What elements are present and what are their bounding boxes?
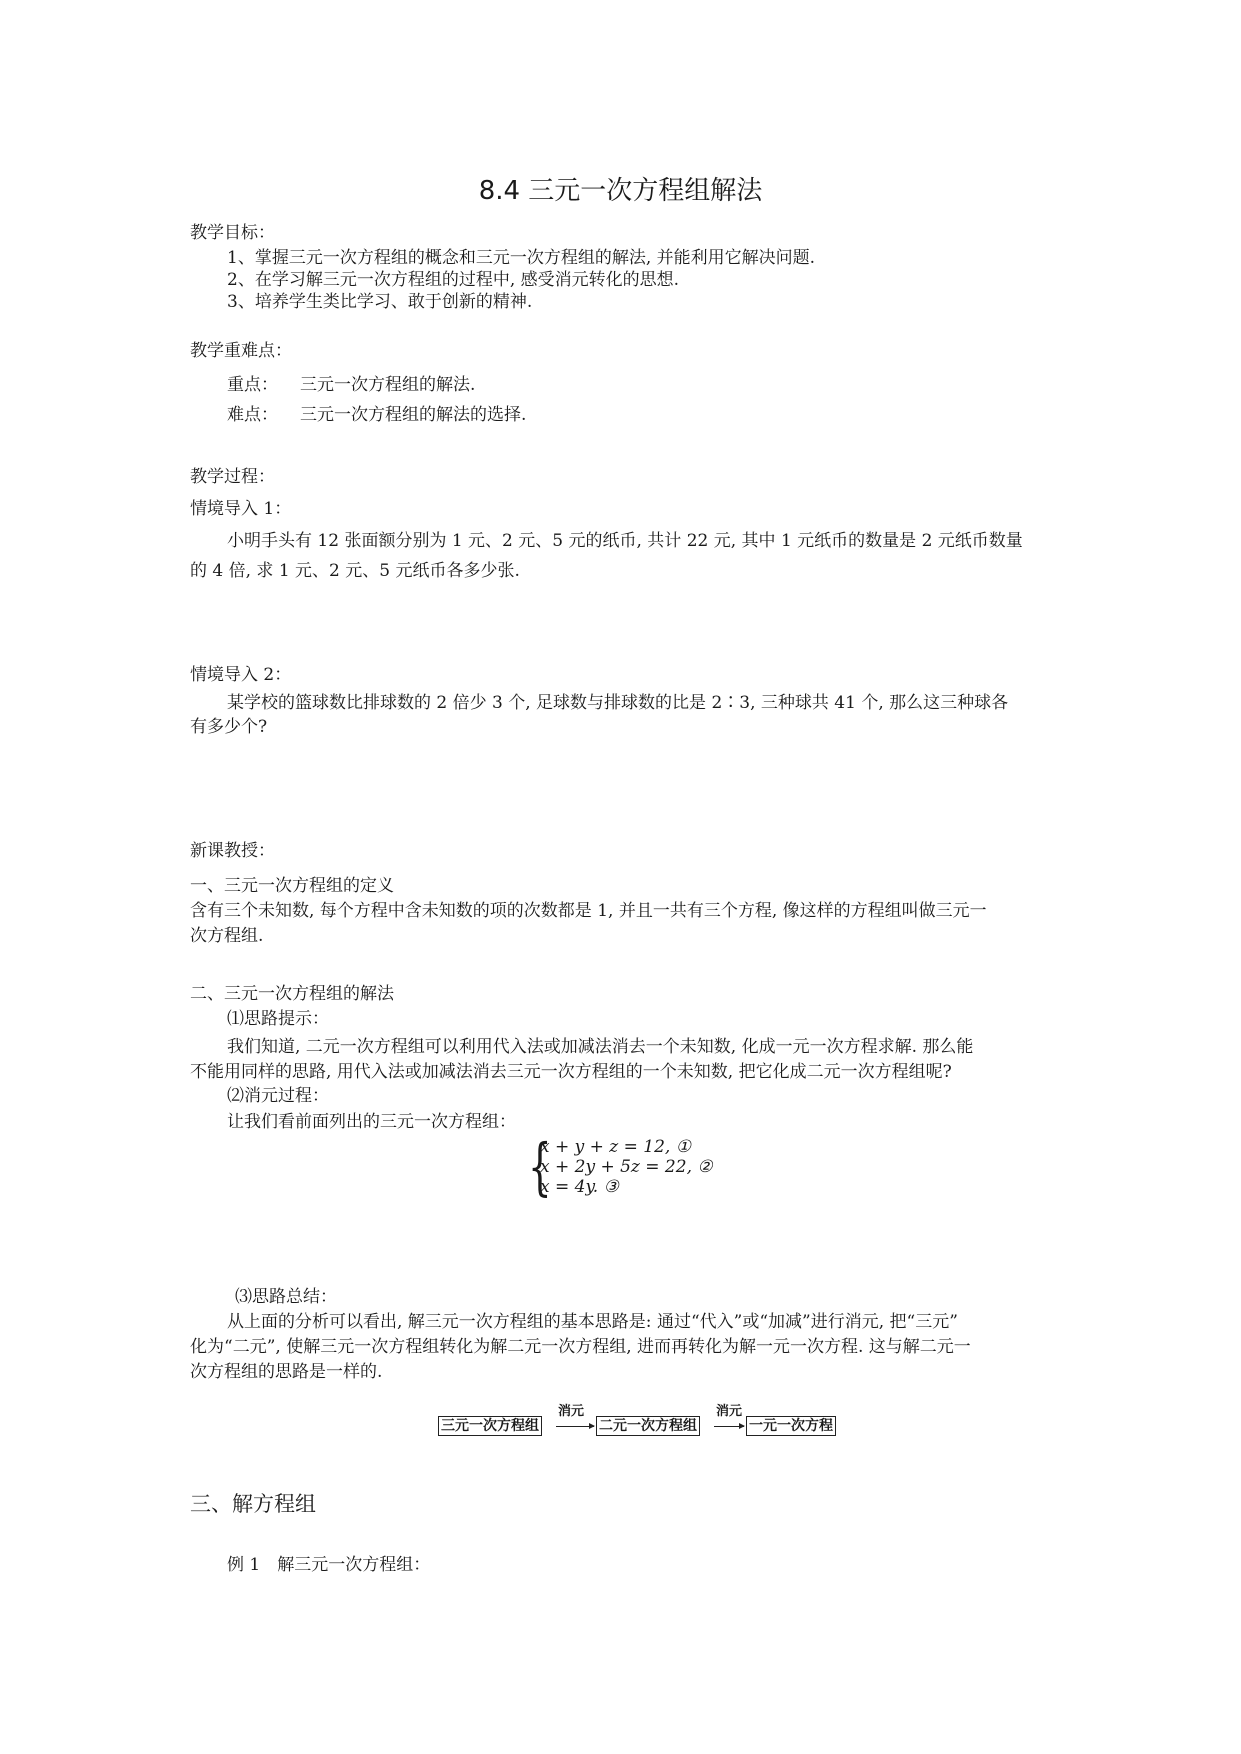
- scenario1-line: 的 4 倍, 求 1 元、2 元、5 元纸币各多少张.: [190, 561, 520, 581]
- scenario2-heading: 情境导入 2：: [190, 665, 292, 685]
- difficulty-label: 难点：: [227, 405, 278, 425]
- new-lesson-heading: 新课教授：: [190, 841, 275, 861]
- objective-item: 3、培养学生类比学习、敢于创新的精神.: [227, 292, 533, 312]
- scenario1-heading: 情境导入 1：: [190, 499, 292, 519]
- key-points-heading: 教学重难点：: [190, 341, 292, 361]
- definition-line: 含有三个未知数, 每个方程中含未知数的项的次数都是 1, 并且一共有三个方程, 像这样的方程组叫做三元一: [190, 901, 987, 921]
- elimination-label: ⑵消元过程：: [227, 1086, 329, 1106]
- summary-line: 次方程组的思路是一样的.: [190, 1362, 383, 1382]
- hint-line: 不能用同样的思路, 用代入法或加减法消去三元一次方程组的一个未知数, 把它化成二元一次方程组呢?: [190, 1062, 952, 1082]
- summary-line: 从上面的分析可以看出, 解三元一次方程组的基本思路是: 通过“代入”或“加减”进行消元, 把“三元”: [227, 1312, 958, 1332]
- objective-item: 2、在学习解三元一次方程组的过程中, 感受消元转化的思想.: [227, 270, 680, 290]
- summary-line: 化为“二元”, 使解三元一次方程组转化为解二元一次方程组, 进而再转化为解一元一次方程. 这与解二元一: [190, 1337, 971, 1357]
- flow-arrow: [714, 1426, 744, 1427]
- hint-line: 我们知道, 二元一次方程组可以利用代入法或加减法消去一个未知数, 化成一元一次方程求解. 那么能: [227, 1037, 974, 1057]
- difficulty-text: 三元一次方程组的解法的选择.: [300, 405, 527, 425]
- flow-arrow-label: 消元: [716, 1404, 743, 1419]
- flow-box-one-variable: 一元一次方程: [746, 1416, 836, 1436]
- hint-label: ⑴思路提示：: [227, 1009, 329, 1029]
- example-1-label: 例 1 解三元一次方程组：: [227, 1555, 431, 1575]
- scenario1-line: 小明手头有 12 张面额分别为 1 元、2 元、5 元的纸币, 共计 22 元, 其中 1 元纸币的数量是 2 元纸币数量: [227, 531, 1023, 551]
- section1-title: 一、三元一次方程组的定义: [190, 876, 394, 896]
- equation-1: x + y + z = 12, ①: [540, 1137, 691, 1157]
- equation-3: x = 4y. ③: [540, 1177, 619, 1197]
- flow-box-three-variable: 三元一次方程组: [438, 1416, 542, 1436]
- section2-title: 二、三元一次方程组的解法: [190, 984, 394, 1004]
- elimination-intro: 让我们看前面列出的三元一次方程组：: [227, 1112, 516, 1132]
- page-title: 8.4 三元一次方程组解法: [478, 176, 763, 206]
- section3-title: 三、解方程组: [190, 1492, 316, 1516]
- scenario2-line: 有多少个?: [190, 717, 268, 737]
- definition-line: 次方程组.: [190, 926, 264, 946]
- objectives-heading: 教学目标：: [190, 223, 275, 243]
- flow-box-two-variable: 二元一次方程组: [596, 1416, 700, 1436]
- scenario2-line: 某学校的篮球数比排球数的 2 倍少 3 个, 足球数与排球数的比是 2∶3, 三种球共 41 个, 那么这三种球各: [227, 693, 1009, 713]
- focus-text: 三元一次方程组的解法.: [300, 375, 476, 395]
- summary-label: ⑶思路总结：: [235, 1287, 337, 1307]
- process-heading: 教学过程：: [190, 467, 275, 487]
- objective-item: 1、掌握三元一次方程组的概念和三元一次方程组的解法, 并能利用它解决问题.: [227, 248, 816, 268]
- flow-arrow-label: 消元: [558, 1404, 585, 1419]
- equation-2: x + 2y + 5z = 22, ②: [540, 1157, 713, 1177]
- focus-label: 重点：: [227, 375, 278, 395]
- flow-arrow: [556, 1426, 594, 1427]
- equation-brace: {: [528, 1130, 552, 1203]
